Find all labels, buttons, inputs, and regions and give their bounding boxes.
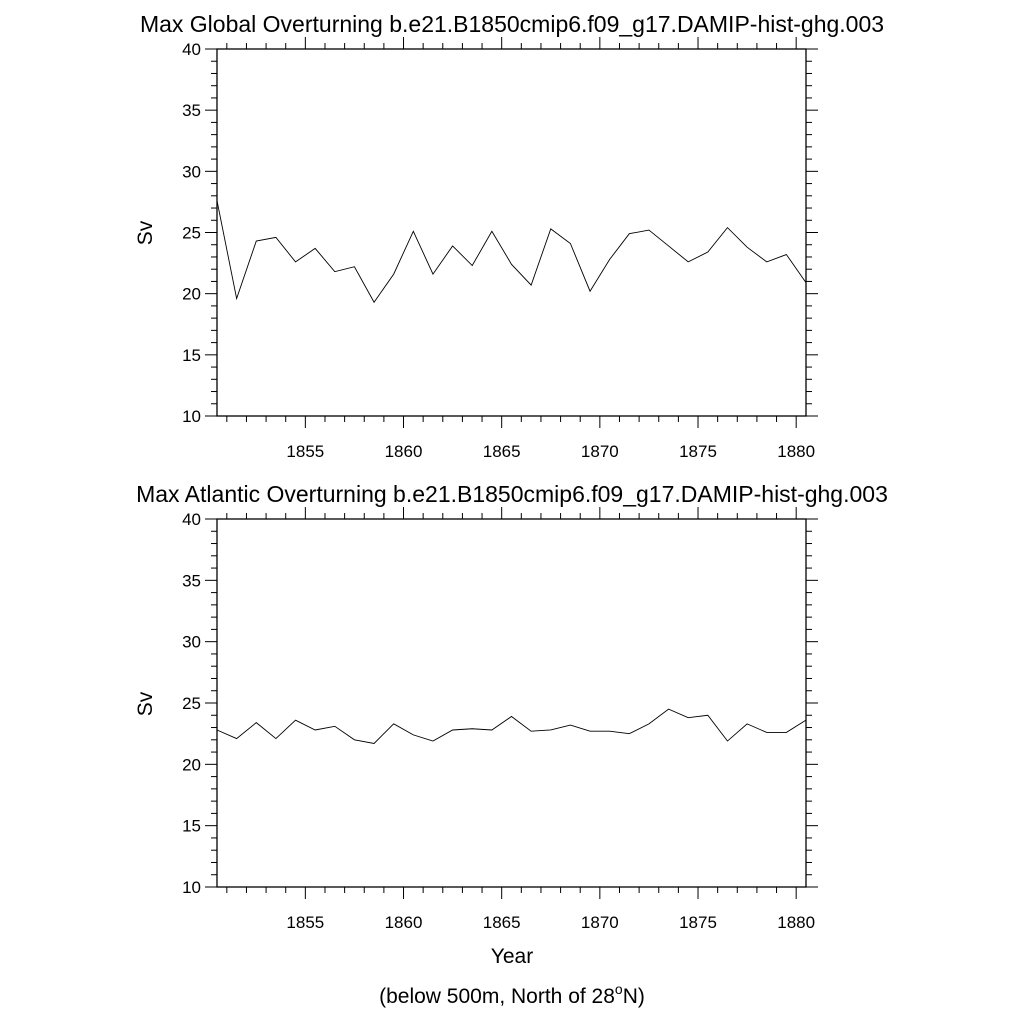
x-tick-label: 1855 [286,442,325,461]
y-tick-label: 10 [182,878,201,897]
depth-note [379,981,645,1008]
y-tick-label: 20 [182,284,201,304]
global-tick-labels [182,40,815,461]
x-tick-label: 1865 [482,442,521,461]
y-tick-label: 25 [182,694,201,713]
y-tick-label: 40 [182,40,201,59]
global-axis-ticks [205,37,818,428]
atlantic-y-axis-label: Sv [134,691,157,717]
y-tick-label: 35 [182,571,201,591]
y-tick-label: 20 [182,755,201,775]
atlantic-tick-labels [182,510,815,932]
x-tick-label: 1860 [384,913,423,932]
global-y-axis-label: Sv [134,220,157,246]
global-plot-frame [217,49,806,416]
y-tick-label: 10 [182,407,201,426]
global-series-line [217,201,806,303]
y-tick-label: 15 [182,816,201,836]
atlantic-axis-ticks [205,507,818,899]
x-tick-label: 1875 [679,913,717,932]
y-tick-label: 30 [182,162,201,182]
y-tick-label: 15 [182,345,201,365]
x-tick-label: 1880 [777,913,816,932]
x-tick-label: 1880 [777,442,816,461]
y-tick-label: 30 [182,632,201,652]
x-tick-label: 1870 [580,913,619,932]
y-tick-label: 40 [182,510,201,529]
atlantic-overturning-panel [134,481,888,968]
depth-note-prefix: (below 500m, North of 28 [379,985,615,1008]
x-tick-label: 1855 [286,913,325,932]
x-tick-label: 1860 [384,442,423,461]
depth-note-superscript: o [614,981,623,997]
global-overturning-panel [134,11,884,461]
atlantic-series-line [217,709,806,743]
y-tick-label: 25 [182,223,201,243]
x-axis-label: Year [490,945,534,968]
x-tick-label: 1865 [482,913,521,932]
x-tick-label: 1870 [580,442,619,461]
x-tick-label: 1875 [679,442,717,461]
depth-note-suffix: N) [622,985,645,1008]
atlantic-chart-title: Max Atlantic Overturning b.e21.B1850cmip6.f09_g17.DAMIP-hist-ghg.003 [136,481,888,507]
atlantic-plot-frame [217,519,806,887]
global-chart-title: Max Global Overturning b.e21.B1850cmip6.f09_g17.DAMIP-hist-ghg.003 [139,11,885,37]
y-tick-label: 35 [182,101,201,121]
